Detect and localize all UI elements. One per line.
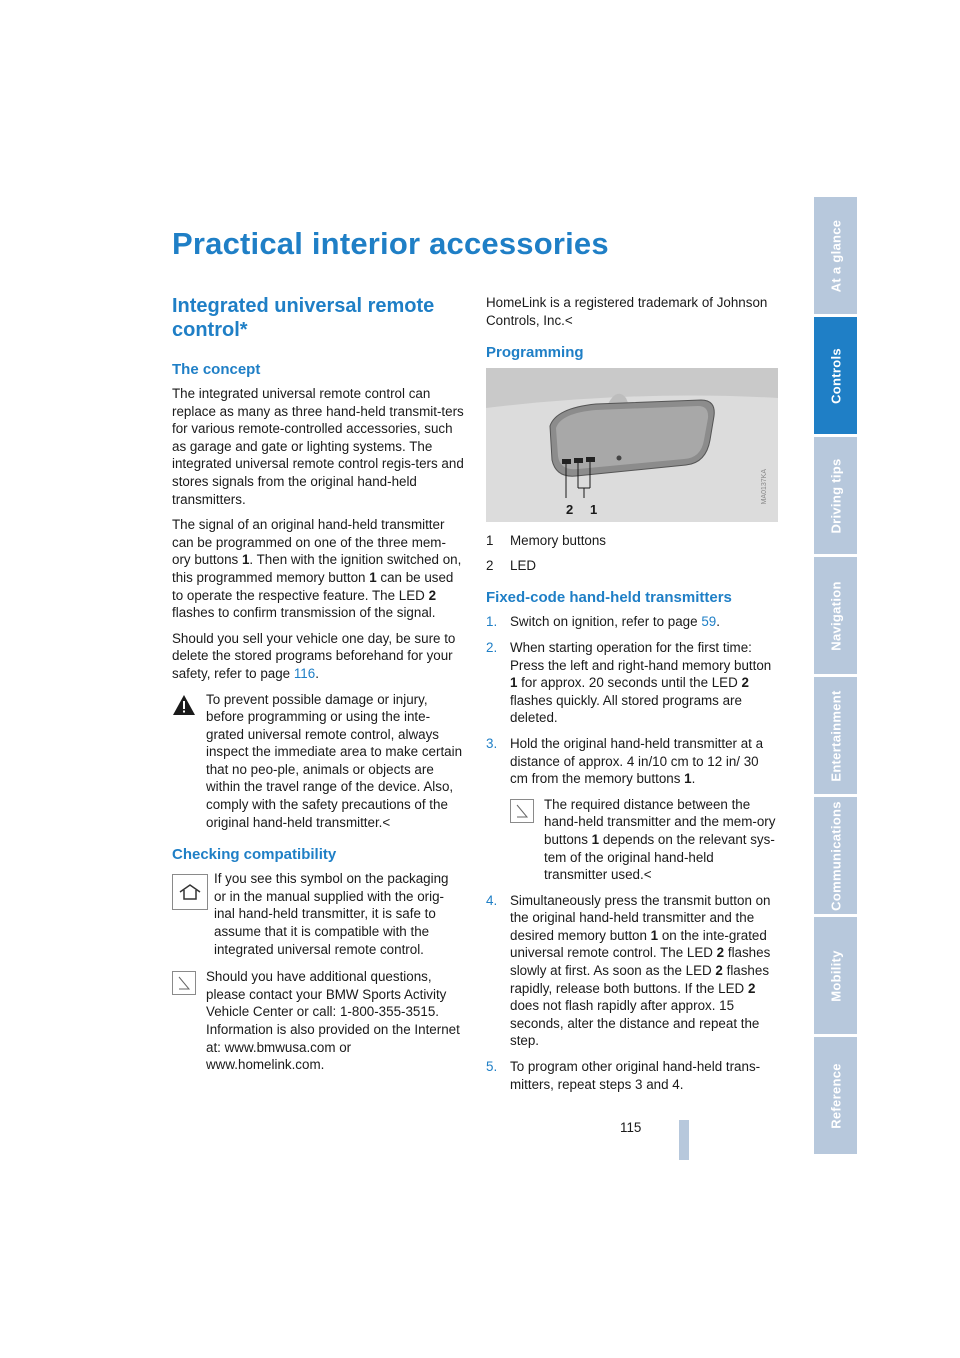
tab-communications[interactable]: Communications <box>814 797 857 914</box>
concept-paragraph-1: The integrated universal remote control can replace as many as three hand-held transmit-ters for various remote-controlled accessories, such as garage and gate or lighting systems. The integrated universal remote control regis-ters and stores signals from the original hand-held transmitters. <box>172 386 464 507</box>
info-arrow-icon <box>510 799 534 823</box>
page-number-bar <box>679 1120 689 1160</box>
step-3: 3. Hold the original hand-held transmitter at a distance of approx. 4 in/10 cm to 12 in/ 30 cm from the memory buttons 1. The required distance between the hand-held transmitter and the mem-ory buttons 1 depends on the relevant sys-tem of the original hand-held transmitter used.< <box>486 735 778 884</box>
figure-label-1: 1 <box>590 502 598 518</box>
page-link-59[interactable]: 59 <box>701 614 717 630</box>
tab-at-a-glance[interactable]: At a glance <box>814 197 857 314</box>
distance-note: The required distance between the hand-held transmitter and the mem-ory buttons 1 depends on the relevant sys-tem of the original hand-held transmitter used.< <box>510 796 778 884</box>
trademark-text: HomeLink is a registered trademark of Johnson Controls, Inc.< <box>486 295 768 328</box>
tab-reference[interactable]: Reference <box>814 1037 857 1154</box>
tab-navigation[interactable]: Navigation <box>814 557 857 674</box>
tab-entertainment[interactable]: Entertainment <box>814 677 857 794</box>
end-mark: < <box>382 814 391 830</box>
right-column <box>486 294 778 1101</box>
left-column <box>172 294 464 1084</box>
compat-note <box>172 870 464 958</box>
figure-legend <box>486 532 778 574</box>
warning-text: To prevent possible damage or injury, before programming or using the inte-grated universal remote control, always inspect the immediate area to make certain that no peo-ple, animals or objects are within the travel range of the device. Also, comply with the safety precautions of the original hand-held transmitter. <box>206 691 463 830</box>
figure-label-2: 2 <box>566 502 574 518</box>
step-5: 5. To program other original hand-held trans-mitters, repeat steps 3 and 4. <box>486 1059 761 1092</box>
info-arrow-icon <box>172 971 196 995</box>
concept-paragraph-3: Should you sell your vehicle one day, be sure to delete the stored programs beforehand for your safety, refer to page 116. <box>172 630 456 681</box>
warning-triangle-icon <box>172 694 196 721</box>
compat-heading: Checking compatibility <box>172 846 337 864</box>
page-title: Practical interior accessories <box>172 226 609 261</box>
legend-item: 2 LED <box>486 557 537 573</box>
step-2: 2. When starting operation for the first time: Press the left and right-hand memory button 1 for approx. 20 seconds until the LED 2 flashes quickly. All stored programs are deleted. <box>486 639 772 726</box>
chapter-sidebar <box>814 197 857 1157</box>
warning-note <box>172 691 464 832</box>
compat-text: If you see this symbol on the packaging or in the manual supplied with the orig-inal hand-held transmitter, it is safe to assume that it is compatible with the integrated universal remote control. <box>214 871 449 957</box>
steps-list <box>486 613 778 1093</box>
legend-item: 1 Memory buttons <box>486 533 607 549</box>
fixed-code-heading: Fixed-code hand-held transmitters <box>486 589 732 607</box>
concept-heading: The concept <box>172 361 261 378</box>
section-title: Integrated universal remote control* <box>172 295 435 341</box>
mirror-figure <box>486 368 778 522</box>
page-number: 115 <box>620 1120 642 1135</box>
rearview-mirror-image <box>486 368 778 522</box>
tab-controls[interactable]: Controls <box>814 317 857 434</box>
programming-heading: Programming <box>486 344 584 362</box>
homelink-house-icon <box>172 874 208 910</box>
info-note <box>172 968 464 1074</box>
step-1: 1. Switch on ignition, refer to page 59. <box>486 614 720 630</box>
tab-driving-tips[interactable]: Driving tips <box>814 437 857 554</box>
page-link-116[interactable]: 116 <box>293 665 316 681</box>
concept-paragraph-2: The signal of an original hand-held transmitter can be programmed on one of the three mem-ory buttons 1. Then with the ignition switched on, this programmed memory button 1 can be used to operate the respective feature. The LED 2 flashes to confirm transmission of the signal. <box>172 517 462 621</box>
figure-code: MA0137KA <box>761 468 769 505</box>
info-text: Should you have additional questions, please contact your BMW Sports Activity Vehicle Center or call: 1-800-355-3515. Information is also provided on the Internet at: www.bmwusa.com or www.homelink.com. <box>206 969 460 1073</box>
tab-mobility[interactable]: Mobility <box>814 917 857 1034</box>
step-4: 4. Simultaneously press the transmit button on the original hand-held transmitter and the desired memory button 1 on the inte-grated universal remote control. The LED 2 flashes slowly at first. As soon as the LED 2 flashes rapidly, release both buttons. If the LED 2 does not flash rapidly after approx. 15 seconds, alter the distance and repeat the step. <box>486 892 771 1049</box>
